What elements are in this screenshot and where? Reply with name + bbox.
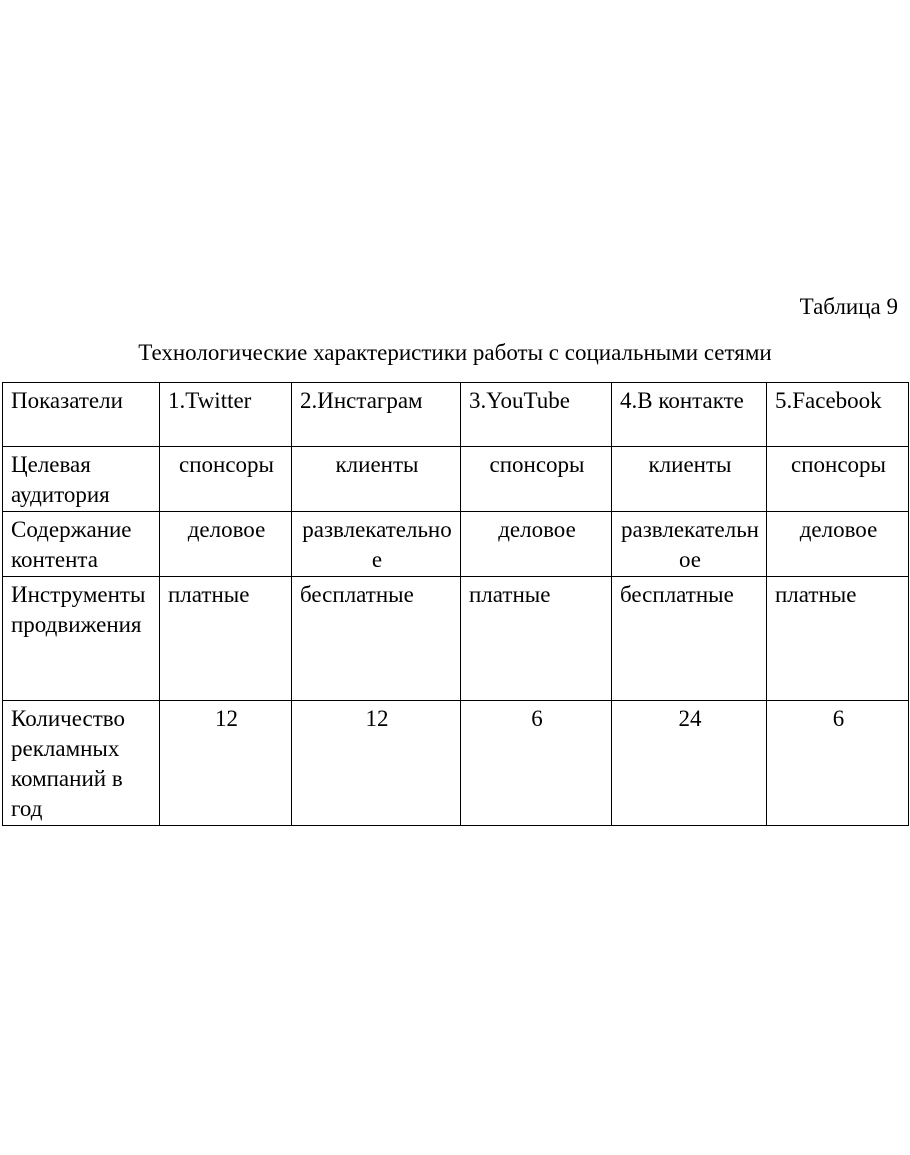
- table-cell: спонсоры: [461, 447, 612, 512]
- table-cell: 12: [160, 701, 292, 826]
- header-cell-indicators: Показатели: [3, 383, 160, 447]
- table-row: [3, 512, 909, 577]
- table-cell: 24: [612, 701, 767, 826]
- table-cell: платные: [160, 577, 292, 701]
- row-label: Инструменты продвижения: [3, 577, 160, 701]
- table-cell: платные: [767, 577, 909, 701]
- header-cell-facebook: 5.Facebook: [767, 383, 909, 447]
- table-cell: клиенты: [612, 447, 767, 512]
- table-title: Технологические характеристики работы с социальными сетями: [138, 340, 772, 365]
- table-cell: бесплатные: [612, 577, 767, 701]
- table-cell: 12: [292, 701, 461, 826]
- table-cell: развлекательное: [612, 512, 767, 577]
- table-cell: спонсоры: [160, 447, 292, 512]
- header-cell-instagram: 2.Инстаграм: [292, 383, 461, 447]
- row-label: Целевая аудитория: [3, 447, 160, 512]
- table-header-row: [3, 383, 909, 447]
- characteristics-table: [2, 382, 909, 826]
- table-cell: клиенты: [292, 447, 461, 512]
- table-cell: деловое: [767, 512, 909, 577]
- table-cell: 6: [767, 701, 909, 826]
- header-cell-vkontakte: 4.В контакте: [612, 383, 767, 447]
- table-cell: развлекательное: [292, 512, 461, 577]
- table-row: [3, 701, 909, 826]
- header-cell-twitter: 1.Twitter: [160, 383, 292, 447]
- table-number: Таблица 9: [799, 294, 898, 319]
- table-cell: деловое: [160, 512, 292, 577]
- table-cell: деловое: [461, 512, 612, 577]
- table-cell: платные: [461, 577, 612, 701]
- table-cell: 6: [461, 701, 612, 826]
- table-row: [3, 447, 909, 512]
- header-cell-youtube: 3.YouTube: [461, 383, 612, 447]
- row-label: Содержание контента: [3, 512, 160, 577]
- table-cell: бесплатные: [292, 577, 461, 701]
- table-cell: спонсоры: [767, 447, 909, 512]
- row-label: Количество рекламных компаний в год: [3, 701, 160, 826]
- table-row: [3, 577, 909, 701]
